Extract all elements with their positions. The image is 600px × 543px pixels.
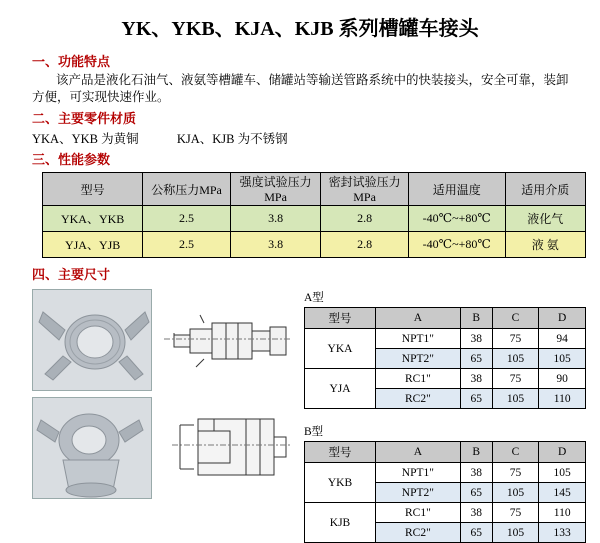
perf-cell: -40℃~+80℃: [408, 206, 505, 232]
section-1-heading: 一、功能特点: [32, 54, 111, 69]
coupling-photo-a: [32, 289, 152, 391]
section-2-heading: 二、主要零件材质: [32, 111, 137, 126]
table-row: [43, 206, 586, 232]
table-row: [305, 463, 586, 483]
table-header-row: [305, 308, 586, 329]
type-b-label: B型: [304, 426, 324, 438]
dim-b-cell: 105: [492, 523, 539, 543]
dim-a-cell: 38: [460, 369, 492, 389]
material-steel: KJA、KJB 为不锈钢: [176, 132, 288, 146]
dim-b-header-cell: D: [539, 442, 586, 463]
table-row: [43, 232, 586, 258]
table-header-row: [43, 173, 586, 206]
dim-b-header-cell: A: [376, 442, 461, 463]
coupling-drawing-b-graphic: [160, 397, 296, 497]
dim-b-cell: 105: [539, 463, 586, 483]
dim-a-header-cell: B: [460, 308, 492, 329]
dim-b-cell: 65: [460, 483, 492, 503]
section-1-body: 该产品是液化石油气、液氨等槽罐车、储罐站等输送管路系统中的快装接头，安全可靠，装卸方便，可实现快速作业。: [32, 73, 569, 104]
perf-header-cell: 适用温度: [408, 173, 505, 206]
dim-a-cell: 65: [460, 389, 492, 409]
perf-cell: 3.8: [230, 232, 321, 258]
perf-cell: YKA、YKB: [43, 206, 143, 232]
perf-cell: -40℃~+80℃: [408, 232, 505, 258]
section-3-heading: 三、性能参数: [32, 152, 111, 167]
dim-a-cell: 105: [539, 349, 586, 369]
perf-cell: 2.5: [143, 206, 231, 232]
photo-row-a: [32, 289, 298, 391]
dim-a-header-cell: A: [376, 308, 461, 329]
dim-a-cell: 105: [492, 389, 539, 409]
dim-b-cell: 145: [539, 483, 586, 503]
coupling-photo-a-graphic: [33, 290, 151, 390]
dim-a-cell: 105: [492, 349, 539, 369]
perf-cell: 2.8: [321, 206, 409, 232]
dim-b-cell: RC2": [376, 523, 461, 543]
dim-b-cell: 75: [492, 463, 539, 483]
dim-a-cell: 75: [492, 369, 539, 389]
perf-header-cell: 型号: [43, 173, 143, 206]
dim-a-header-cell: C: [492, 308, 539, 329]
dim-a-model: YJA: [305, 369, 376, 409]
dim-b-cell: RC1": [376, 503, 461, 523]
dim-a-cell: 94: [539, 329, 586, 349]
dim-b-model: KJB: [305, 503, 376, 543]
dim-a-cell: 110: [539, 389, 586, 409]
coupling-photo-b: [32, 397, 152, 499]
dim-b-header-cell: B: [460, 442, 492, 463]
section-4-heading: 四、主要尺寸: [32, 267, 111, 282]
table-header-row: [305, 442, 586, 463]
dim-a-cell: 38: [460, 329, 492, 349]
page-title: YK、YKB、KJA、KJB 系列槽罐车接头: [121, 18, 479, 40]
dim-b-cell: 110: [539, 503, 586, 523]
dim-b-cell: NPT1": [376, 463, 461, 483]
dimension-table-a: [304, 307, 586, 409]
dim-b-model: YKB: [305, 463, 376, 503]
perf-cell: 2.5: [143, 232, 231, 258]
dim-a-header-cell: D: [539, 308, 586, 329]
table-row: [305, 369, 586, 389]
dimension-section: [32, 289, 586, 543]
perf-header-cell: 强度试验压力MPa: [230, 173, 321, 206]
coupling-drawing-a-graphic: [160, 289, 296, 389]
dim-b-cell: 38: [460, 503, 492, 523]
coupling-drawing-a: [160, 289, 296, 389]
dim-a-cell: NPT2": [376, 349, 461, 369]
perf-cell: 2.8: [321, 232, 409, 258]
dim-a-cell: RC2": [376, 389, 461, 409]
perf-cell: YJA、YJB: [43, 232, 143, 258]
material-line: [32, 129, 586, 147]
photo-row-b: [32, 397, 298, 499]
table-spacer: [304, 409, 586, 423]
dim-a-model: YKA: [305, 329, 376, 369]
dim-a-cell: RC1": [376, 369, 461, 389]
dim-b-cell: 38: [460, 463, 492, 483]
perf-header-cell: 适用介质: [505, 173, 585, 206]
table-row: [305, 503, 586, 523]
coupling-photo-b-graphic: [33, 398, 151, 498]
dim-a-cell: 65: [460, 349, 492, 369]
dim-a-header-cell: 型号: [305, 308, 376, 329]
dimension-table-b: [304, 441, 586, 543]
performance-table: [42, 172, 586, 258]
dim-b-cell: 65: [460, 523, 492, 543]
type-a-label: A型: [304, 292, 324, 304]
perf-header-cell: 密封试验压力MPa: [321, 173, 409, 206]
dim-b-header-cell: C: [492, 442, 539, 463]
perf-header-cell: 公称压力MPa: [143, 173, 231, 206]
perf-cell: 液 氨: [505, 232, 585, 258]
dim-a-cell: 75: [492, 329, 539, 349]
material-brass: YKA、YKB 为黄铜: [32, 132, 139, 146]
dim-b-cell: 75: [492, 503, 539, 523]
coupling-drawing-b: [160, 397, 296, 497]
dim-b-header-cell: 型号: [305, 442, 376, 463]
table-row: [305, 329, 586, 349]
perf-cell: 液化气: [505, 206, 585, 232]
dim-b-cell: 105: [492, 483, 539, 503]
dim-a-cell: 90: [539, 369, 586, 389]
dim-b-cell: NPT2": [376, 483, 461, 503]
dimension-tables-column: [304, 289, 586, 543]
dim-a-cell: NPT1": [376, 329, 461, 349]
perf-cell: 3.8: [230, 206, 321, 232]
photo-column: [32, 289, 298, 543]
dim-b-cell: 133: [539, 523, 586, 543]
